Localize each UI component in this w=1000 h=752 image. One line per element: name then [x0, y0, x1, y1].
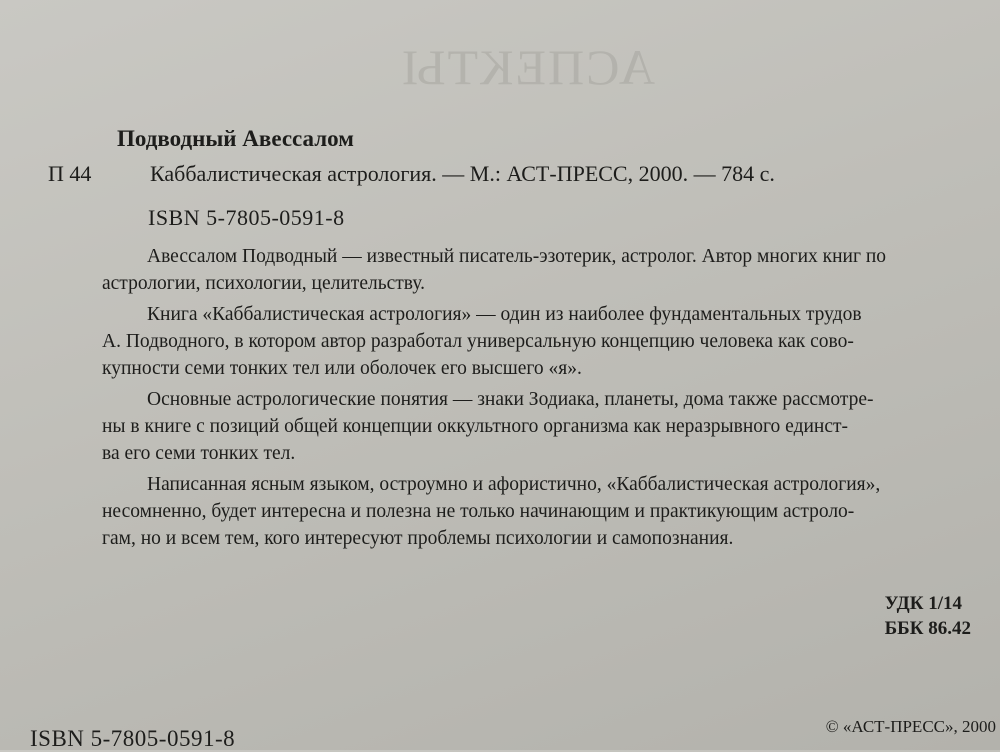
annotation-line: Книга «Каббалистическая астрология» — один из наиболее фундаментальных трудов	[147, 304, 862, 325]
bbk-code: ББК 86.42	[884, 618, 971, 639]
annotation-line: Авессалом Подводный — известный писатель-эзотерик, астролог. Автор многих книг по	[147, 246, 887, 267]
annotation-line: А. Подводного, в котором автор разработал универсальную концепцию человека как сово-	[102, 331, 854, 352]
classification-codes	[885, 591, 971, 641]
annotation-paragraph	[102, 386, 970, 467]
annotation-block	[102, 243, 970, 556]
annotation-paragraph	[102, 301, 970, 382]
annotation-paragraph	[102, 471, 970, 552]
annotation-line: астрологии, психологии, целительству.	[102, 273, 425, 294]
bibliographic-citation: Каббалистическая астрология. — М.: АСТ-ПРЕСС, 2000. — 784 с.	[150, 161, 775, 186]
udk-code: УДК 1/14	[884, 593, 962, 614]
isbn-footer: ISBN 5-7805-0591-8	[30, 726, 236, 751]
annotation-paragraph	[102, 243, 970, 297]
annotation-line: Основные астрологические понятия — знаки Зодиака, планеты, дома также рассмотре-	[147, 389, 874, 410]
annotation-line: гам, но и всем тем, кого интересуют проблемы психологии и самопознания.	[102, 528, 734, 549]
copyright-notice: © «АСТ-ПРЕСС», 2000	[825, 717, 996, 736]
isbn-record: ISBN 5-7805-0591-8	[148, 205, 345, 230]
annotation-line: купности семи тонких тел или оболочек его высшего «я».	[102, 358, 582, 379]
annotation-line: ны в книге с позиций общей концепции оккультного организма как неразрывного единст-	[102, 416, 849, 437]
author-heading: Подводный Авессалом	[117, 126, 354, 151]
bleed-through-text: АСПЕКТЫ	[400, 39, 656, 95]
annotation-line: несомненно, будет интересна и полезна не только начинающим и практикующим астроло-	[102, 501, 855, 522]
call-number: П 44	[48, 161, 92, 186]
annotation-line: ва его семи тонких тел.	[102, 443, 296, 464]
annotation-line: Написанная ясным языком, остроумно и афористично, «Каббалистическая астрология»,	[147, 474, 881, 495]
